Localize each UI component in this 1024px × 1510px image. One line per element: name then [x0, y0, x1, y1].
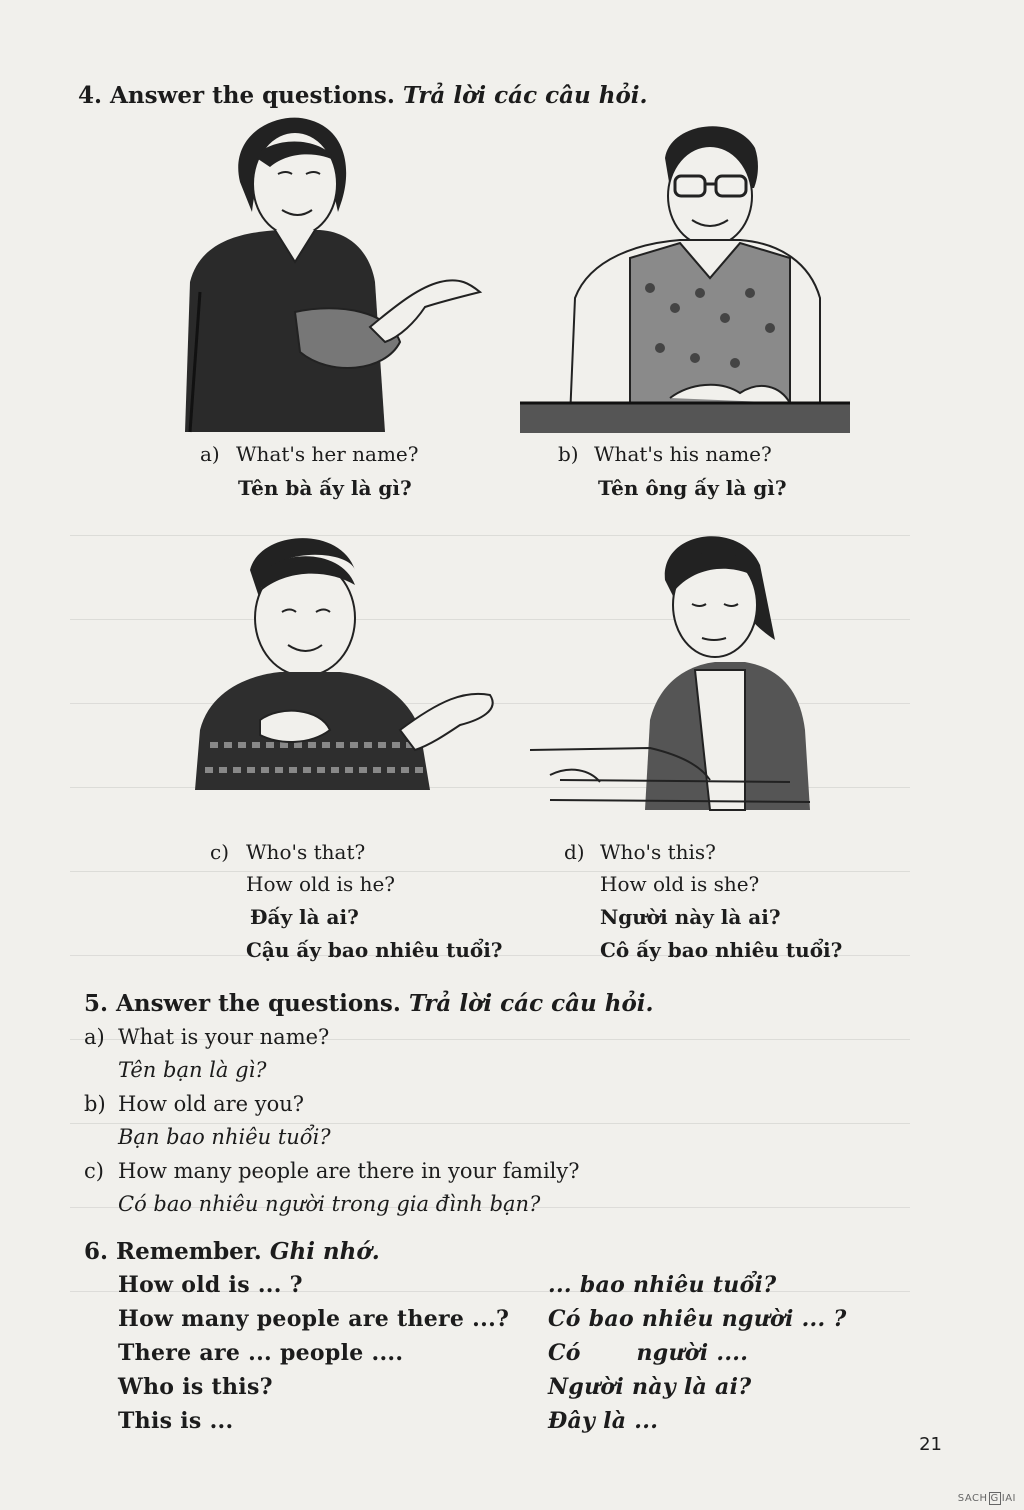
section-5-heading-vi: Trả lời các câu hỏi. — [408, 990, 654, 1017]
caption-a-translation: Tên bà ấy là gì? — [238, 476, 412, 500]
caption-d-translation: Người này là ai? — [600, 905, 781, 929]
remember-vi-3: Có người .... — [548, 1340, 749, 1366]
watermark-logo — [958, 1493, 1016, 1504]
caption-d-question-2: How old is she? — [600, 872, 760, 896]
caption-c-translation: Đấy là ai? — [250, 905, 359, 929]
question-c-translation: Có bao nhiêu người trong gia đình bạn? — [118, 1192, 541, 1216]
question-text: What's his name? — [594, 442, 772, 466]
illustration-man — [520, 118, 850, 438]
remember-vi-2: Có bao nhiêu người ... ? — [548, 1306, 847, 1332]
question-text: How old are you? — [118, 1092, 305, 1116]
remember-en-4: Who is this? — [118, 1374, 273, 1400]
question-text: How many people are there in your family? — [118, 1159, 580, 1183]
caption-a — [200, 442, 418, 466]
question-text: What is your name? — [118, 1025, 330, 1049]
illustration-girl — [530, 520, 860, 820]
remember-vi-4: Người này là ai? — [548, 1374, 752, 1400]
question-b-translation: Bạn bao nhiêu tuổi? — [118, 1125, 331, 1149]
item-label: d) — [564, 840, 585, 864]
caption-c — [210, 840, 365, 864]
caption-b-translation: Tên ông ấy là gì? — [598, 476, 787, 500]
section-4-heading: 4. Answer the questions. — [78, 82, 395, 109]
watermark-left: SACH — [957, 1493, 988, 1504]
question-a-translation: Tên bạn là gì? — [118, 1058, 267, 1082]
section-6-title — [84, 1238, 380, 1265]
watermark-mid: G — [990, 1493, 999, 1504]
caption-d — [564, 840, 716, 864]
section-6-heading-vi: Ghi nhớ. — [269, 1238, 380, 1265]
remember-en-2: How many people are there ...? — [118, 1306, 510, 1332]
item-label: a) — [200, 442, 220, 466]
caption-b — [558, 442, 772, 466]
item-label: c) — [84, 1159, 104, 1183]
section-6-heading: 6. Remember. — [84, 1238, 262, 1265]
question-a — [84, 1025, 329, 1049]
question-b — [84, 1092, 304, 1116]
question-text: Who's that? — [246, 840, 366, 864]
item-label: c) — [210, 840, 230, 864]
illustration-boy — [190, 530, 510, 830]
illustration-woman — [170, 112, 490, 438]
remember-en-3: There are ... people .... — [118, 1340, 404, 1366]
item-label: a) — [84, 1025, 105, 1049]
watermark-right: IAI — [1001, 1493, 1016, 1504]
section-5-heading: 5. Answer the questions. — [84, 990, 401, 1017]
remember-vi-5: Đây là ... — [548, 1408, 659, 1434]
question-text: What's her name? — [236, 442, 419, 466]
section-5-title — [84, 990, 654, 1017]
remember-vi-1: ... bao nhiêu tuổi? — [548, 1272, 777, 1298]
question-text: Who's this? — [600, 840, 716, 864]
caption-d-translation-2: Cô ấy bao nhiêu tuổi? — [600, 938, 843, 962]
item-label: b) — [558, 442, 579, 466]
caption-c-question-2: How old is he? — [246, 872, 396, 896]
caption-c-translation-2: Cậu ấy bao nhiêu tuổi? — [246, 938, 503, 962]
section-4-title — [78, 82, 648, 109]
page-number: 21 — [919, 1434, 942, 1455]
remember-en-1: How old is ... ? — [118, 1272, 303, 1298]
remember-en-5: This is ... — [118, 1408, 234, 1434]
item-label: b) — [84, 1092, 106, 1116]
section-4-heading-vi: Trả lời các câu hỏi. — [402, 82, 648, 109]
question-c — [84, 1159, 580, 1183]
